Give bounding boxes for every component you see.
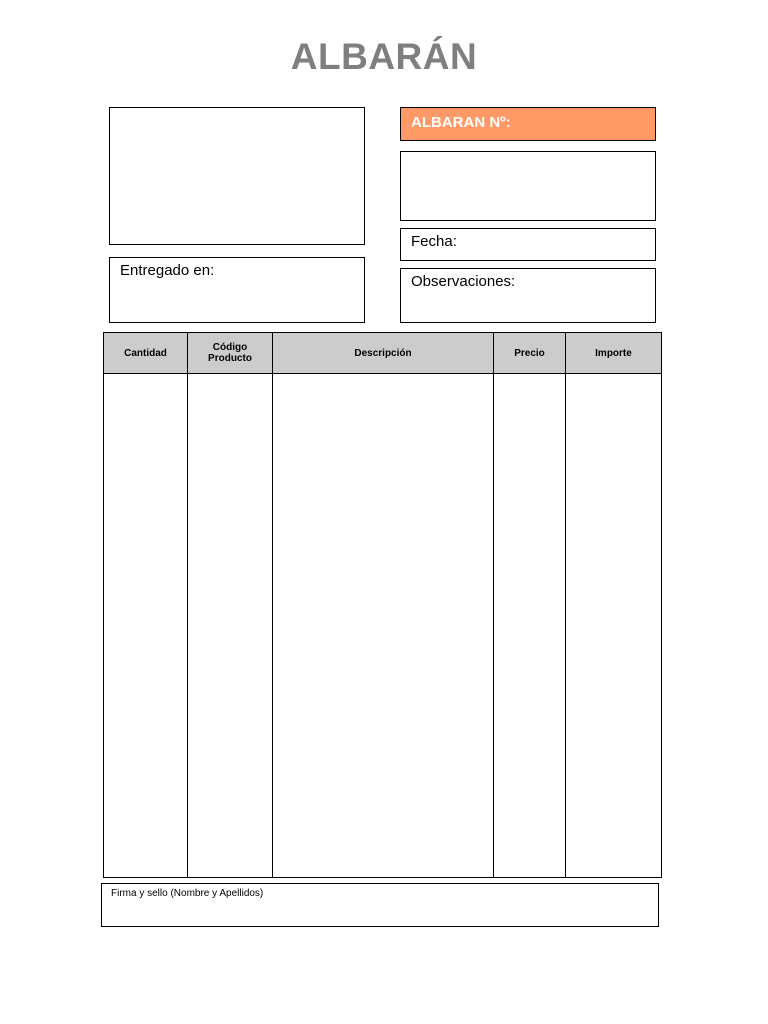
document-title: ALBARÁN: [290, 36, 478, 77]
column-header-quantity: Cantidad: [104, 333, 188, 374]
items-table: [103, 332, 662, 878]
albaran-number-header: [400, 107, 656, 141]
column-header-amount: Importe: [566, 333, 662, 374]
table-row: [104, 374, 662, 878]
column-header-price: Precio: [494, 333, 566, 374]
observations-label: Observaciones:: [411, 273, 516, 290]
albaran-number-label: ALBARAN Nº:: [411, 114, 511, 131]
sender-address-box: [109, 107, 365, 245]
price-cell: [494, 374, 566, 878]
observations-box: [400, 268, 656, 323]
quantity-cell: [104, 374, 188, 878]
description-cell: [273, 374, 494, 878]
signature-box: [101, 883, 659, 927]
items-table-header-row: [104, 333, 662, 374]
column-header-description: Descripción: [273, 333, 494, 374]
delivered-to-label: Entregado en:: [120, 262, 215, 279]
date-box: [400, 228, 656, 261]
amount-cell: [566, 374, 662, 878]
date-label: Fecha:: [411, 233, 457, 250]
signature-label: Firma y sello (Nombre y Apellidos): [111, 888, 264, 899]
delivered-to-box: [109, 257, 365, 323]
product-code-cell: [188, 374, 273, 878]
column-header-product-code: Código Producto: [188, 333, 273, 374]
albaran-number-value-box: [400, 151, 656, 221]
